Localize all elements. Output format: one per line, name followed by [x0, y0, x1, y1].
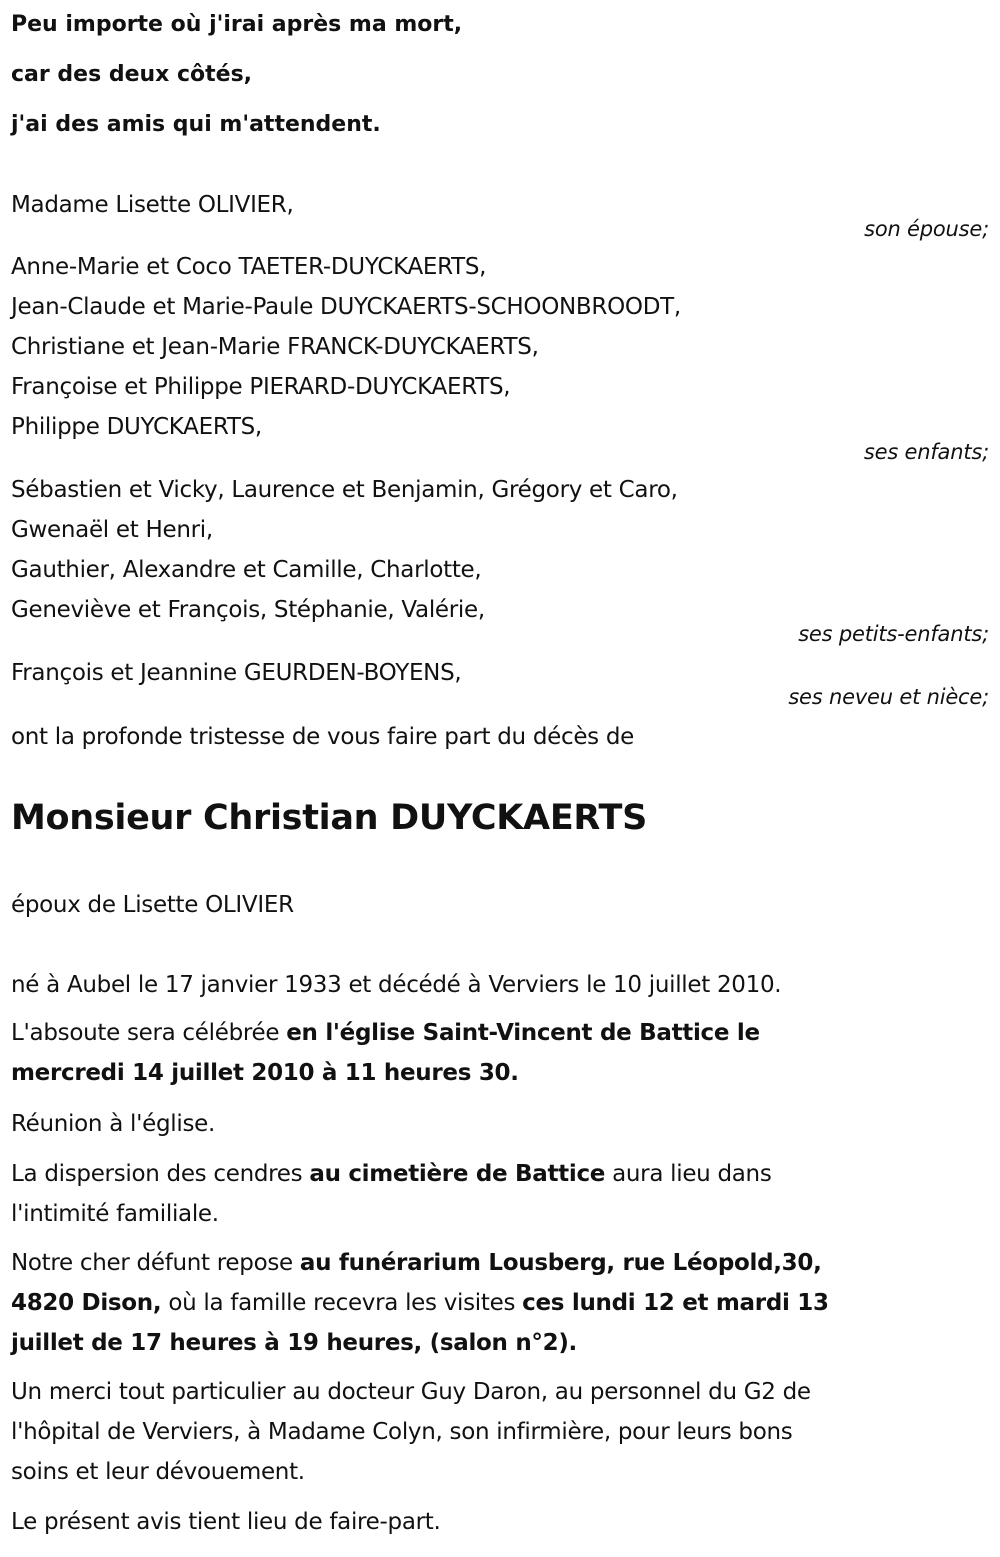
family-name-line: Anne-Marie et Coco TAETER-DUYCKAERTS,	[11, 254, 487, 280]
absoute-datetime: mercredi 14 juillet 2010 à 11 heures 30.	[11, 1060, 519, 1086]
relation-label: son épouse;	[864, 217, 989, 241]
family-name-line: Christiane et Jean-Marie FRANCK-DUYCKAERTS,	[11, 334, 539, 360]
absoute-location: en l'église Saint-Vincent de Battice le	[286, 1020, 760, 1046]
thanks-line: Un merci tout particulier au docteur Guy Daron, au personnel du G2 de	[11, 1379, 811, 1405]
dispersion-prefix: La dispersion des cendres	[11, 1161, 310, 1187]
quote-line: Peu importe où j'irai après ma mort,	[11, 12, 463, 37]
thanks-line: l'hôpital de Verviers, à Madame Colyn, son infirmière, pour leurs bons	[11, 1419, 793, 1445]
quote-line: car des deux côtés,	[11, 62, 253, 87]
closing-text: Le présent avis tient lieu de faire-part.	[11, 1509, 441, 1535]
quote-line: j'ai des amis qui m'attendent.	[11, 112, 381, 137]
visitation-middle: où la famille recevra les visites	[161, 1290, 523, 1316]
deceased-name: Monsieur Christian DUYCKAERTS	[11, 798, 647, 838]
deceased-spouse-line: époux de Lisette OLIVIER	[11, 892, 294, 918]
family-name-line: Françoise et Philippe PIERARD-DUYCKAERTS,	[11, 374, 511, 400]
family-name-line: Sébastien et Vicky, Laurence et Benjamin, Grégory et Caro,	[11, 477, 678, 503]
dispersion-location: au cimetière de Battice	[309, 1161, 606, 1187]
visitation-days: ces lundi 12 et mardi 13	[522, 1290, 829, 1316]
thanks-line: soins et leur dévouement.	[11, 1459, 305, 1485]
family-name-line: Gwenaël et Henri,	[11, 517, 213, 543]
family-name-line: Jean-Claude et Marie-Paule DUYCKAERTS-SCHOONBROODT,	[11, 294, 681, 320]
meeting-text: Réunion à l'église.	[11, 1111, 215, 1137]
relation-label: ses enfants;	[863, 440, 989, 464]
family-name-line: Madame Lisette OLIVIER,	[11, 192, 294, 218]
dispersion-line2: l'intimité familiale.	[11, 1201, 219, 1227]
relation-label: ses neveu et nièce;	[788, 685, 989, 709]
family-name-line: Geneviève et François, Stéphanie, Valérie,	[11, 597, 485, 623]
absoute-prefix: L'absoute sera célébrée	[11, 1020, 287, 1046]
family-name-line: François et Jeannine GEURDEN-BOYENS,	[11, 660, 462, 686]
relation-label: ses petits-enfants;	[798, 622, 989, 646]
announcement-text: ont la profonde tristesse de vous faire part du décès de	[11, 724, 635, 750]
visitation-prefix: Notre cher défunt repose	[11, 1250, 300, 1276]
funeral-home-address: au funérarium Lousberg, rue Léopold,30,	[299, 1250, 822, 1276]
visitation-hours: juillet de 17 heures à 19 heures, (salon n°2).	[11, 1330, 577, 1356]
funeral-home-city: 4820 Dison,	[11, 1290, 162, 1316]
dispersion-suffix: aura lieu dans	[605, 1161, 772, 1187]
birth-death-line: né à Aubel le 17 janvier 1933 et décédé à Verviers le 10 juillet 2010.	[11, 972, 782, 998]
family-name-line: Gauthier, Alexandre et Camille, Charlotte,	[11, 557, 482, 583]
family-name-line: Philippe DUYCKAERTS,	[11, 414, 262, 440]
